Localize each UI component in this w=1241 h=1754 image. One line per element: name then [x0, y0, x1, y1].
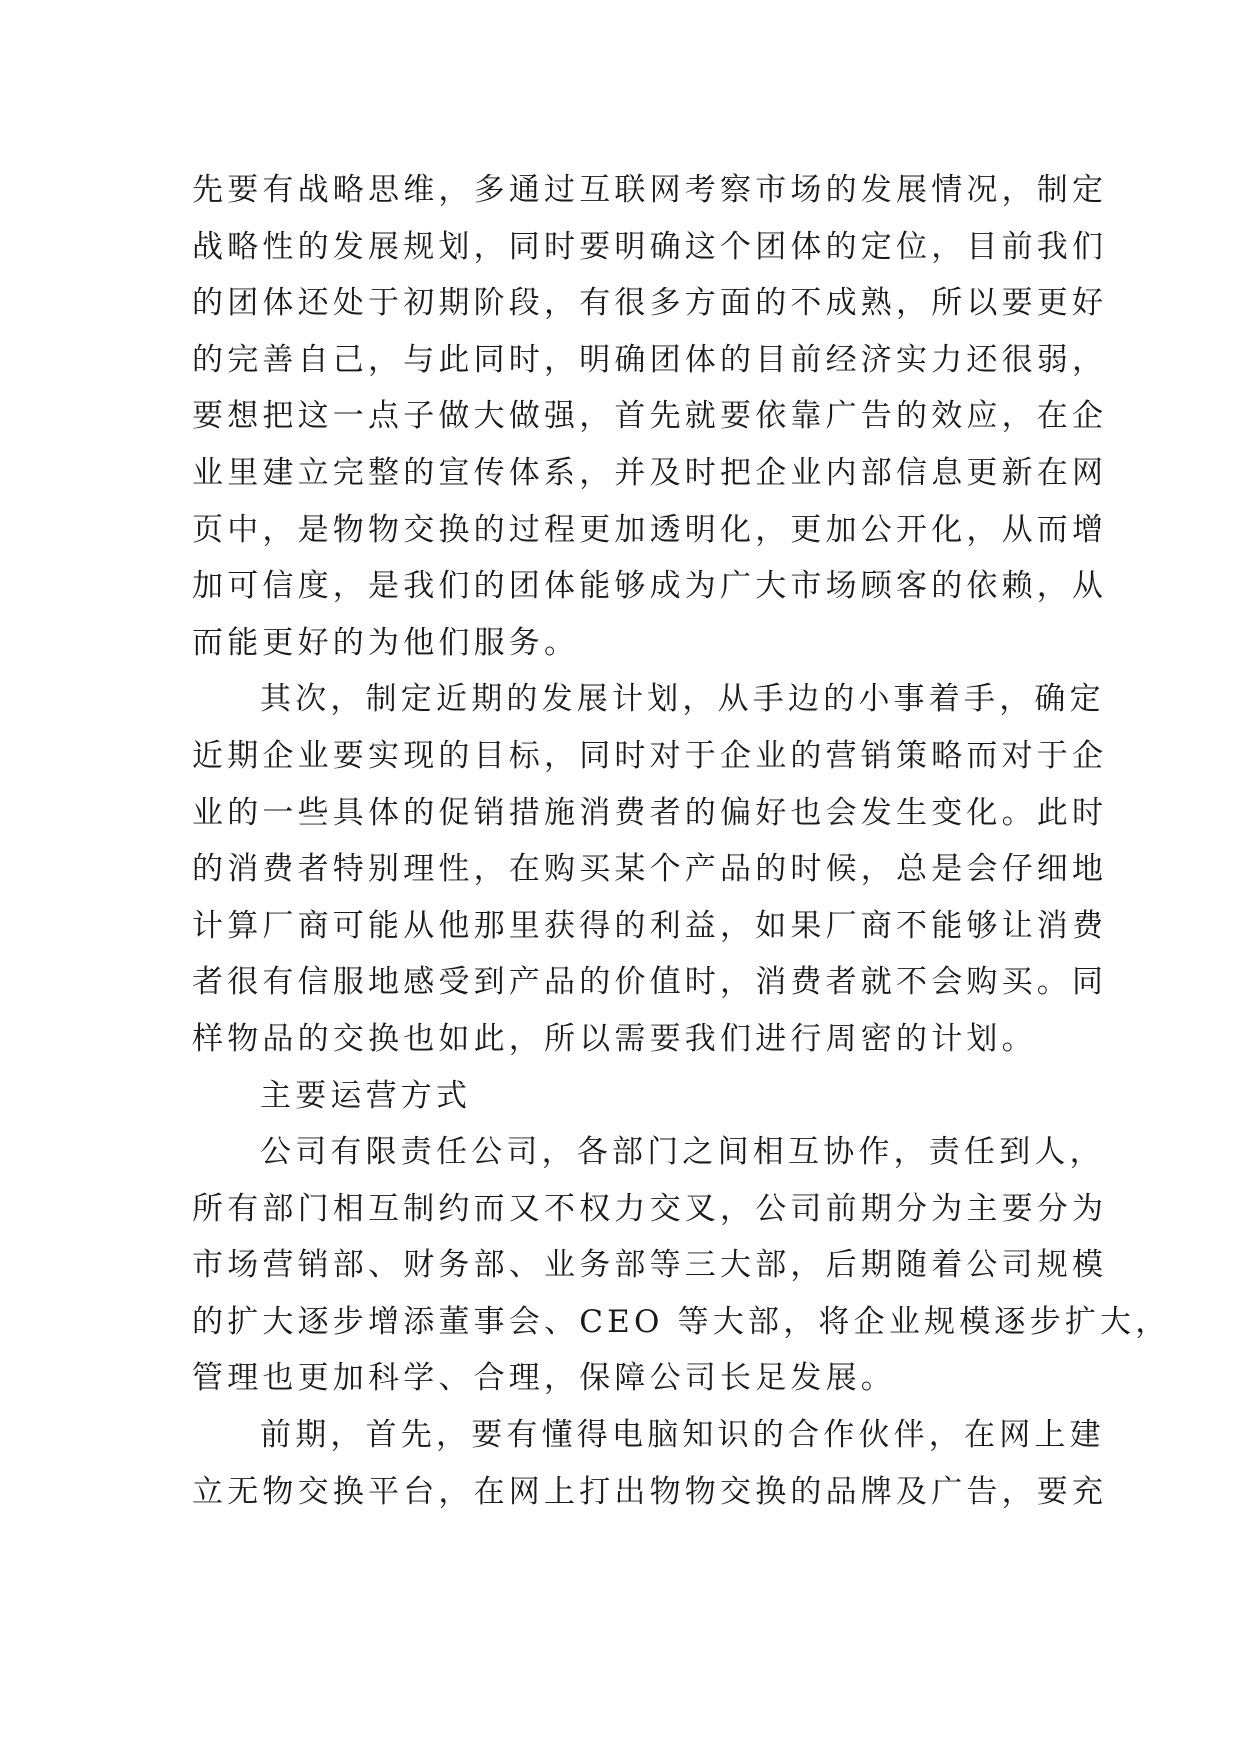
text-line: 的团体还处于初期阶段，有很多方面的不成熟，所以要更好	[192, 285, 1108, 322]
text-line: 样物品的交换也如此，所以需要我们进行周密的计划。	[192, 1020, 1037, 1057]
text-line: 前期，首先，要有懂得电脑知识的合作伙伴，在网上建	[260, 1417, 1105, 1454]
text-line: 所有部门相互制约而又不权力交叉，公司前期分为主要分为	[192, 1190, 1108, 1227]
text-line: 的完善自己，与此同时，明确团体的目前经济实力还很弱，	[192, 341, 1108, 378]
text-line: 页中，是物物交换的过程更加透明化，更加公开化，从而增	[192, 511, 1108, 548]
text-line: 市场营销部、财务部、业务部等三大部，后期随着公司规模	[192, 1247, 1108, 1284]
text-line: 加可信度，是我们的团体能够成为广大市场顾客的依赖，从	[192, 568, 1108, 605]
body-text	[192, 162, 1171, 1520]
text-line: 公司有限责任公司，各部门之间相互协作，责任到人，	[260, 1134, 1105, 1171]
text-line: 的消费者特别理性，在购买某个产品的时候，总是会仔细地	[192, 851, 1108, 888]
text-line: 业的一些具体的促销措施消费者的偏好也会发生变化。此时	[192, 794, 1108, 831]
text-line: 近期企业要实现的目标，同时对于企业的营销策略而对于企	[192, 737, 1108, 774]
text-line: 战略性的发展规划，同时要明确这个团体的定位，目前我们	[192, 228, 1108, 265]
text-line: 计算厂商可能从他那里获得的利益，如果厂商不能够让消费	[192, 907, 1108, 944]
text-line: 的扩大逐步增添董事会、CEO 等大部，将企业规模逐步扩大，	[192, 1303, 1171, 1340]
text-line: 者很有信服地感受到产品的价值时，消费者就不会购买。同	[192, 964, 1108, 1001]
text-line: 业里建立完整的宣传体系，并及时把企业内部信息更新在网	[192, 454, 1108, 491]
text-line: 立无物交换平台，在网上打出物物交换的品牌及广告，要充	[192, 1473, 1108, 1510]
text-line: 要想把这一点子做大做强，首先就要依靠广告的效应，在企	[192, 398, 1108, 435]
text-line: 管理也更加科学、合理，保障公司长足发展。	[192, 1360, 896, 1397]
text-line: 先要有战略思维，多通过互联网考察市场的发展情况，制定	[192, 172, 1108, 208]
text-line: 主要运营方式	[260, 1077, 472, 1114]
text-line: 其次，制定近期的发展计划，从手边的小事着手，确定	[260, 681, 1105, 718]
text-line: 而能更好的为他们服务。	[192, 624, 580, 661]
